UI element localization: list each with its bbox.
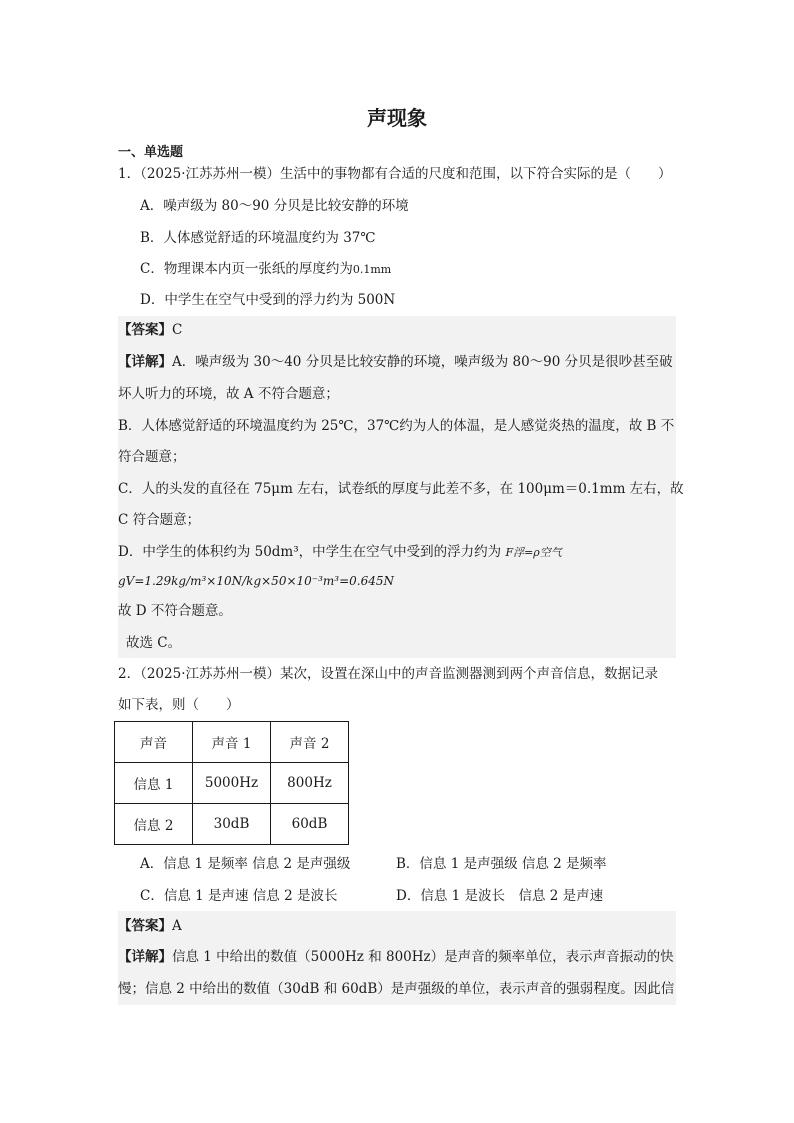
q1-detail-line-1: [118, 352, 673, 372]
answer-value: A: [172, 918, 182, 934]
page-title: 声现象: [367, 106, 427, 130]
answer-value: C: [172, 322, 183, 338]
q1-detail-line-4: 符合题意；: [118, 449, 186, 465]
q2-detail-line-2: 慢；信息 2 中给出的数值（30dB 和 60dB）是声强级的单位，表示声音的强弱程度。因此信: [118, 981, 675, 997]
table-cell: 信息 2: [115, 804, 193, 845]
q1-option-c: [140, 259, 391, 280]
q1-detail-calculation: gV=1.29kg/m³×10N/kg×50×10⁻³m³=0.645N: [118, 574, 395, 588]
sound-info-table: [114, 721, 349, 845]
answer-label: 【答案】: [118, 322, 172, 338]
table-row: [115, 763, 349, 804]
q2-option-b: B．信息 1 是声强级 信息 2 是频率: [396, 856, 607, 872]
table-cell: 60dB: [271, 804, 349, 845]
answer-label: 【答案】: [118, 918, 172, 934]
detail-label: 【详解】: [118, 354, 172, 370]
q1-detail-line-6: C 符合题意；: [118, 512, 201, 528]
table-header-cell: 声音: [115, 722, 193, 763]
q1-option-c-value: 0.1mm: [352, 263, 392, 276]
detail-text: A．噪声级为 30～40 分贝是比较安静的环境，噪声级为 80～90 分贝是很吵甚至破: [172, 354, 673, 370]
q2-option-a: A．信息 1 是频率 信息 2 是声强级: [140, 856, 351, 872]
q2-option-c: C．信息 1 是声速 信息 2 是波长: [140, 888, 338, 904]
q1-option-a: A．噪声级为 80～90 分贝是比较安静的环境: [140, 198, 409, 214]
q1-option-c-text: C．物理课本内页一张纸的厚度约为: [140, 261, 353, 277]
table-cell: 信息 1: [115, 763, 193, 804]
q1-detail-conclusion: 故 D 不符合题意。: [118, 603, 232, 619]
table-row: [115, 804, 349, 845]
table-header-cell: 声音 1: [193, 722, 271, 763]
table-header-row: [115, 722, 349, 763]
q1-option-b: B．人体感觉舒适的环境温度约为 37℃: [140, 230, 376, 246]
table-header-cell: 声音 2: [271, 722, 349, 763]
q1-option-d: D．中学生在空气中受到的浮力约为 500N: [140, 292, 396, 308]
question-1-stem: 1．（2025·江苏苏州一模）生活中的事物都有合适的尺度和范围，以下符合实际的是（ ）: [118, 166, 672, 182]
q1-detail-line-2: 坏人听力的环境，故 A 不符合题意；: [118, 386, 339, 402]
detail-text: 信息 1 中给出的数值（5000Hz 和 800Hz）是声音的频率单位，表示声音振动的快: [172, 949, 674, 965]
q1-answer: [118, 320, 182, 340]
q1-detail-line-7: [118, 542, 562, 563]
section-heading: 一、单选题: [118, 145, 184, 160]
q2-answer: [118, 916, 182, 936]
question-2-stem-line-2: 如下表，则（ ）: [118, 697, 240, 713]
buoyancy-formula: F浮=ρ空气: [505, 546, 562, 559]
q2-detail-line-1: [118, 947, 674, 967]
table-cell: 30dB: [193, 804, 271, 845]
table-cell: 5000Hz: [193, 763, 271, 804]
q1-choose: 故选 C。: [126, 635, 182, 651]
q1-detail-line-5: C．人的头发的直径在 75μm 左右，试卷纸的厚度与此差不多，在 100μm＝0.1mm 左右，故: [118, 481, 684, 497]
q1-detail-line-3: B．人体感觉舒适的环境温度约为 25℃，37℃约为人的体温，是人感觉炎热的温度，故 B 不: [118, 418, 675, 434]
table-cell: 800Hz: [271, 763, 349, 804]
detail-label: 【详解】: [118, 949, 172, 965]
q2-option-d: D．信息 1 是波长 信息 2 是声速: [396, 888, 604, 904]
question-2-stem-line-1: 2．（2025·江苏苏州一模）某次，设置在深山中的声音监测器测到两个声音信息，数据记录: [118, 666, 658, 682]
detail-d-text: D．中学生的体积约为 50dm³，中学生在空气中受到的浮力约为: [118, 544, 502, 560]
